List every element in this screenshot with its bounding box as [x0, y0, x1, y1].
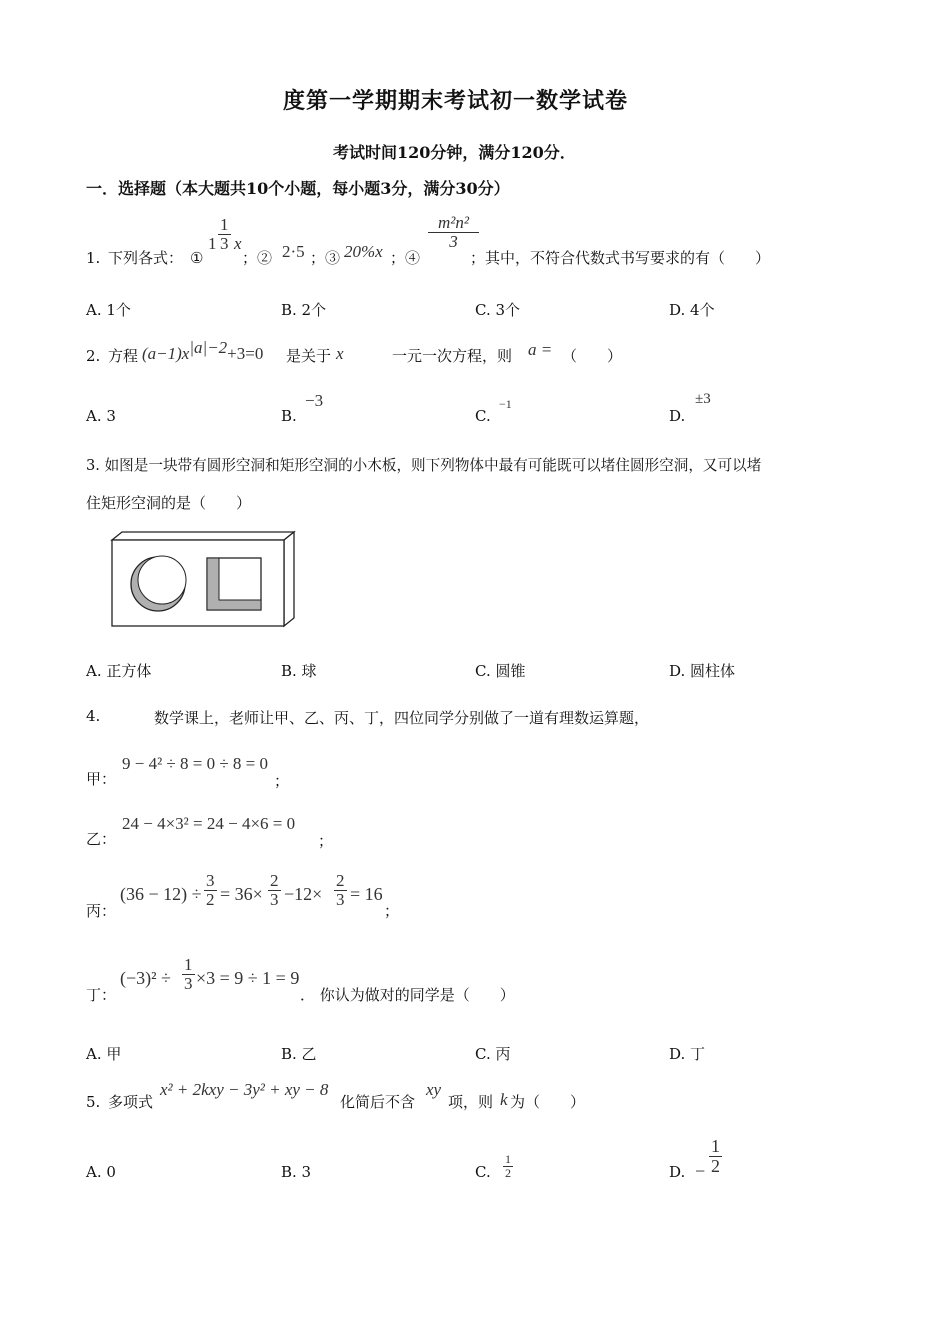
q5-option-c[interactable]: C. $\frac{1}{2}$	[475, 1152, 511, 1181]
q2-option-b[interactable]: B. −3	[281, 391, 324, 425]
board-top-face	[112, 532, 294, 540]
q1-circle-1: ①	[190, 249, 204, 267]
q1-option-c[interactable]: C. 3个	[475, 301, 521, 319]
q4-jia: 甲： 9 − 4² ÷ 8 = 0 ÷ 8 = 0 ；	[86, 754, 290, 790]
circle-hole	[131, 556, 186, 611]
q1-expr-2: 2·5	[282, 242, 305, 261]
q5-mid: 化简后不含	[340, 1093, 416, 1111]
q5-option-d[interactable]: D. − $\frac{1}{2}$	[669, 1136, 720, 1181]
q5-k: k	[500, 1090, 508, 1109]
q3-option-b[interactable]: B. 球	[281, 662, 317, 680]
q4-option-d[interactable]: D. 丁	[669, 1045, 706, 1063]
q3-option-c[interactable]: C. 圆锥	[475, 662, 526, 680]
q5-number: 5.	[86, 1093, 101, 1111]
q5-end: 为（ ）	[510, 1093, 586, 1111]
q5-expr: x² + 2kxy − 3y² + xy − 8	[160, 1080, 329, 1099]
q1-option-d[interactable]: D. 4个	[669, 301, 715, 319]
q2-equation: $(a-1)x^{|a|-2}+3=0$	[142, 338, 264, 363]
question-5	[86, 1078, 626, 1114]
board-side-face	[284, 532, 294, 626]
board-figure	[108, 530, 298, 632]
q2-tail: 一元一次方程，则	[392, 347, 513, 365]
q1-expr-3: 20%x	[344, 242, 383, 261]
q5-tail: 项，则	[448, 1093, 494, 1111]
q2-paren: （ ）	[562, 347, 623, 365]
q4-number: 4.	[86, 707, 101, 725]
q4-option-b[interactable]: B. 乙	[281, 1045, 317, 1063]
q1-option-b[interactable]: B. 2个	[281, 301, 327, 319]
q4-option-a[interactable]: A. 甲	[86, 1045, 122, 1063]
q2-prefix: 方程	[108, 347, 139, 365]
q3-text-line1: 3. 如图是一块带有圆形空洞和矩形空洞的小木板，则下列物体中最有可能既可以堵住圆形空洞，又可以堵	[86, 457, 762, 474]
q2-var: x	[336, 344, 344, 363]
q5-prefix: 多项式	[108, 1093, 154, 1111]
q3-text-line2: 住矩形空洞的是（ ）	[86, 494, 252, 512]
q1-expr-4: $\frac{\text{m²n²}}{3}$	[428, 214, 479, 251]
q1-circle-2: ；②	[242, 249, 273, 267]
q1-number: 1.	[86, 249, 101, 267]
q5-option-b[interactable]: B. 3	[281, 1163, 312, 1181]
q4-bing: 丙： (36 − 12) ÷ $\frac{3}{2}$ = 36× $\frac{2}{3}$ −12× $\frac{2}{3}$ = 16 ；	[86, 871, 400, 920]
q2-option-d[interactable]: D. ±3	[669, 391, 711, 425]
q1-option-a[interactable]: A. 1个	[86, 301, 131, 319]
q2-option-c[interactable]: C. −1	[475, 397, 512, 425]
q2-mid: 是关于	[286, 347, 332, 365]
q2-number: 2.	[86, 347, 101, 365]
q4-option-c[interactable]: C. 丙	[475, 1045, 511, 1063]
q1-prefix: 下列各式：	[108, 249, 184, 267]
q1-circle-4: ；④	[390, 249, 421, 267]
q3-option-a[interactable]: A. 正方体	[86, 662, 152, 680]
q2-a-var: a =	[528, 340, 553, 359]
rect-hole	[207, 558, 261, 610]
q4-ding: 丁： (−3)² ÷ $\frac{1}{3}$ ×3 = 9 ÷ 1 = 9 ． 你认为做对的同学是（ ）	[86, 955, 515, 1004]
q5-term: xy	[426, 1080, 442, 1099]
page-title: 度第一学期期末考试初一数学试卷	[283, 88, 629, 114]
q4-text: 数学课上，老师让甲、乙、丙、丁，四位同学分别做了一道有理数运算题，	[154, 709, 650, 727]
section-heading: 一．选择题（本大题共10个小题，每小题3分，满分30分）	[86, 179, 510, 198]
q3-option-d[interactable]: D. 圆柱体	[669, 662, 736, 680]
exam-info: 考试时间120分钟，满分120分．	[333, 143, 576, 162]
q4-yi: 乙： 24 − 4×3² = 24 − 4×6 = 0 ；	[86, 814, 334, 850]
q2-option-a[interactable]: A. 3	[86, 407, 116, 425]
q1-circle-3: ；③	[310, 249, 341, 267]
q1-suffix: ；其中，不符合代数式书写要求的有（ ）	[470, 249, 771, 267]
q5-option-a[interactable]: A. 0	[86, 1163, 116, 1181]
